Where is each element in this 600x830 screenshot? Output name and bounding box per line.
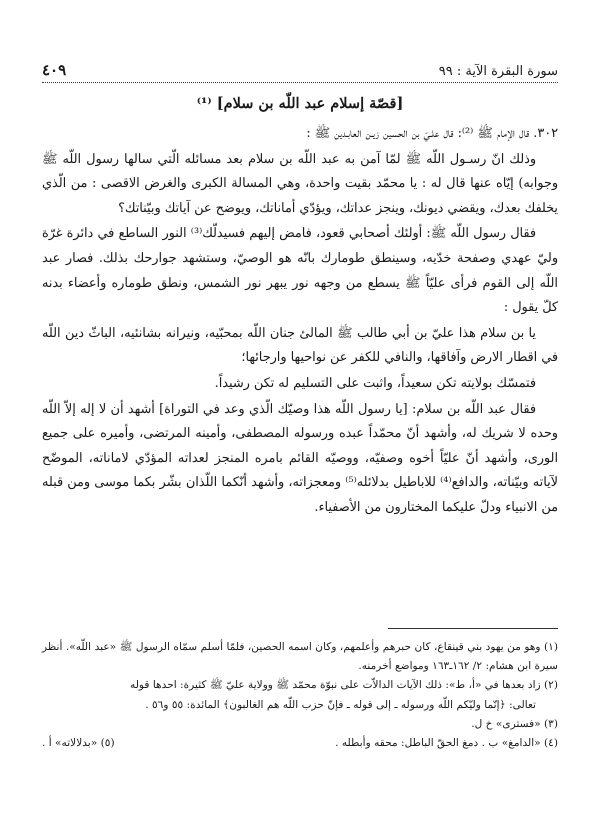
- paragraph-2: وذلك انّ رسـول اللّه ﷺ لمّا آمن به عبد اللّه بن سلام بعد مسائله الّتي سالها رسول اللّه ﷺ وجوابه) إيّاه عنها قال له : يا محمّد بقيت واحدة، وهي المسالة الكبرى والغرض الاقصى : من الّذي يخلفك بعدك، ويقضي ديونك، وينجز عداتك، ويؤدّي أماناتك، ويوضح عن آياتك وبيّناتك؟: [42, 151, 558, 216]
- paragraph-4: يا بن سلام هذا عليّ بن أبي طالب ﷺ المالئ جنان اللّه بمحبّيه، ونيرانه بشانئيه، الباثّ دين اللّه في اقطار الارض وآفاقها، والنافي للكفر عن نواحيها وارجائها؛: [42, 325, 558, 366]
- footnote-row: [42, 734, 558, 753]
- paragraph-6: فقال عبد اللّه بن سلام: [يا رسول اللّه هذا وصيّك الّذي وعد في التوراة] أشهد أن لا إله إلاّ اللّه وحده لا شريك له، وأشهد أنّ محمّداً عبده ورسوله المصطفى، وأمينه المرتضى، وأميره على جميع الورى، وأشهد أنّ عليّاً أخوه وصفيّه، ووصيّه القائم بامره المنجز لعداته المؤدّي لاماناته، الموضّح لآياته وبيّناته، والدافع⁽⁴⁾ للاباطيل بدلائله⁽⁵⁾ ومعجزاته، وأشهد أنّكما اللّذان بشّر بكما موسى ومن قبله من الانبياء ودلّ عليكما المختارون من الأصفياء.: [42, 401, 558, 515]
- footnote-5: (٥) «بدلالاته» أ .: [42, 737, 115, 750]
- paragraph-1: ٣٠٢. قال الإمام ﷺ ⁽²⁾: قال علـيّ بن الحسين زيـن العابـدين ﷺ :: [306, 126, 558, 141]
- paragraph-3: فقال رسول اللّه ﷺ: أولئك أصحابي قعود، فامض إليهم فسيدلّك⁽³⁾ النور الساطع في دائرة غرّة وليّ عهدي وصفحة خدّيه، وسينطق طومارك بانّه هو الوصيّ، وستشهد جوارحك بذلك. فصار عبد اللّه إلى القوم فرأى عليّاً ﷺ يسطع من وجهه نور يبهر نور الشمس، ونطق طوماره وأعضاء بدنه كلّ يقول :: [42, 226, 558, 316]
- footnote-1: (١) وهو من يهود بني قينقاع، كان حبرهم وأعلمهم، وكان اسمه الحصين، فلمّا أسلم سمّاه الرسول ﷺ «عبد اللّه». أنظر سيرة ابن هشام: ٢/ ١٦٢ـ١٦٣ ومواضع أخرمنه.: [42, 641, 558, 673]
- footnote-4: (٤) «الدامغ» ب . دمغ الحقّ الباطل: محقه وأبطله .: [335, 737, 558, 750]
- footnote-2: (٢) زاد بعدها في «أ، ط»: ذلك الآيات الدالاّت على نبوّة محمّد ﷺ وولاية عليّ ﷺ كثيرة: احدها قوله: [130, 679, 558, 692]
- footnote-2-continued: تعالى: ﴿إنّما وليّكم اللّه ورسوله ـ إلى قوله ـ فإنّ حزب اللّه هم الغالبون﴾ المائدة: ٥٥ و٥٦ .: [145, 698, 536, 711]
- footnote-separator: [388, 628, 558, 629]
- section-title: [قصّة إسلام عبد اللّه بن سلام] ⁽¹⁾: [196, 95, 404, 112]
- paragraph-5: فتمسّك بولايته تكن سعيداً، واثبت على التسليم له تكن رشيداً.: [214, 375, 536, 391]
- running-head: سورة البقرة الآية : ٩٩: [438, 64, 558, 79]
- footnotes: [42, 638, 558, 753]
- page-header: [42, 58, 558, 83]
- page-number: ٤٠٩: [42, 61, 67, 79]
- footnote-3: (٣) «فسترى» خ ل.: [471, 717, 558, 730]
- main-text: [42, 95, 558, 521]
